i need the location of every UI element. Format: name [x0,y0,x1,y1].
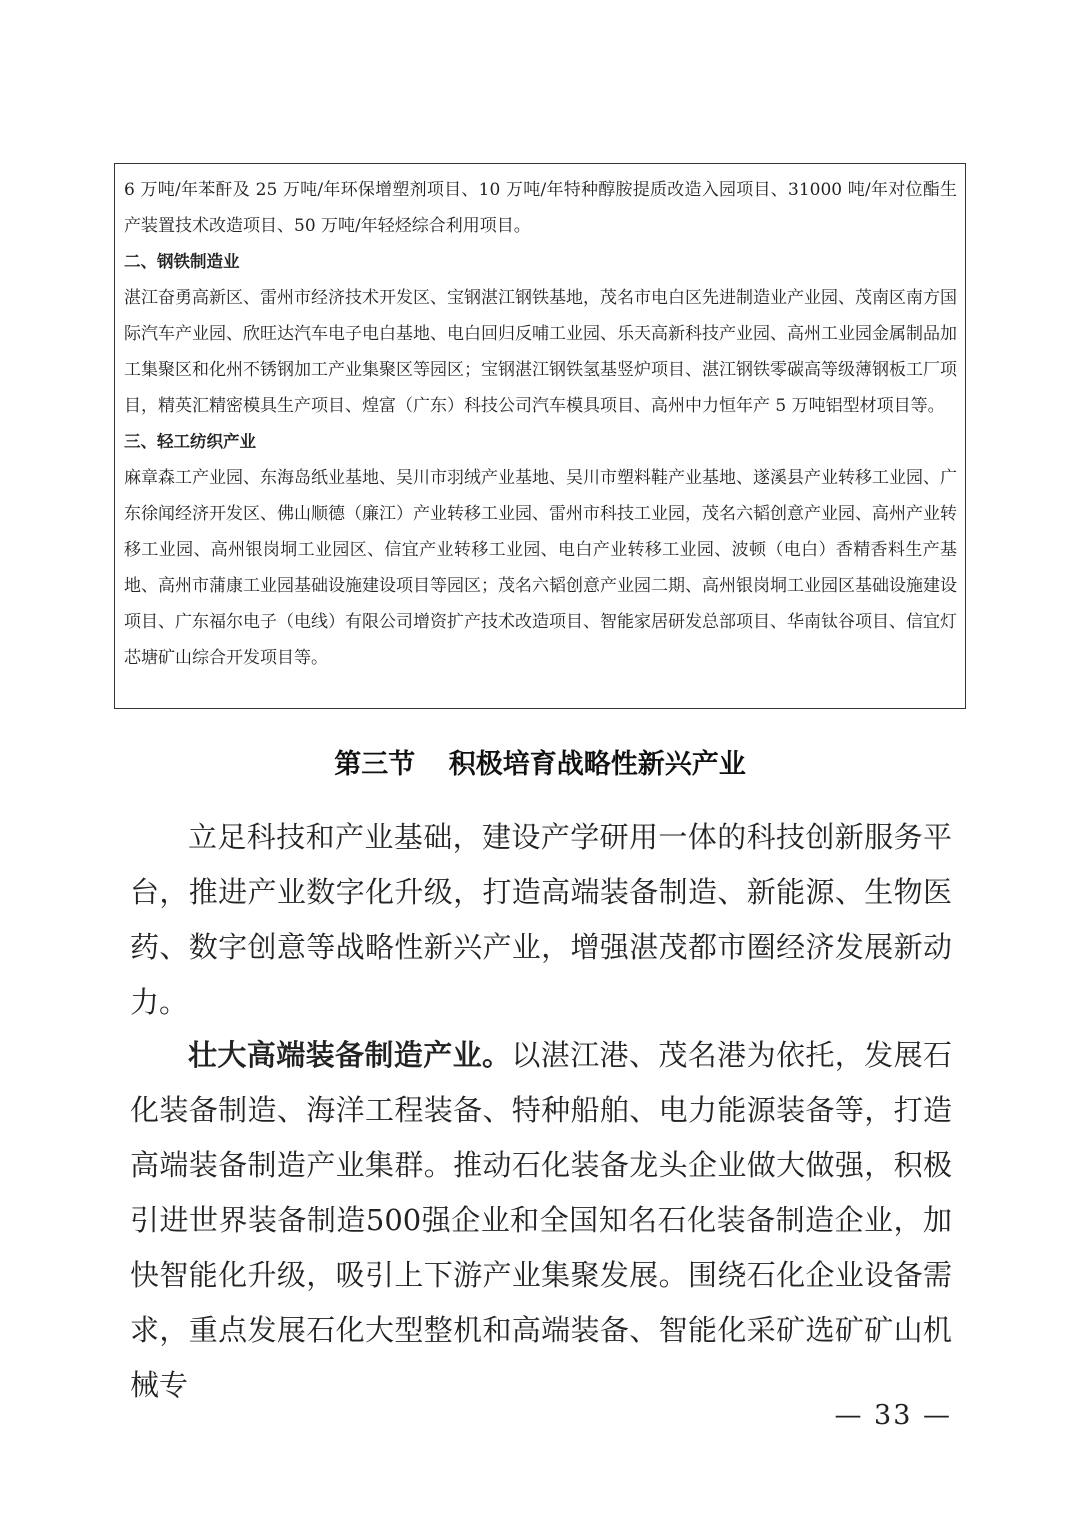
textile-text: 麻章森工产业园、东海岛纸业基地、吴川市羽绒产业基地、吴川市塑料鞋产业基地、遂溪县产业转移工业园、广东徐闻经济开发区、佛山顺德（廉江）产业转移工业园、雷州市科技工业园，茂名六韬创意产业园、高州产业转移工业园、高州银岗垌工业园区、信宜产业转移工业园、电白产业转移工业园、波顿（电白）香精香料生产基地、高州市蒲康工业园基础设施建设项目等园区；茂名六韬创意产业园二期、高州银岗垌工业园区基础设施建设项目、广东福尔电子（电线）有限公司增资扩产技术改造项目、智能家居研发总部项目、华南钛谷项目、信宜灯芯塘矿山综合开发项目等。 [124,468,957,668]
steel-heading: 二、钢铁制造业 [124,252,240,271]
textile-heading: 三、轻工纺织产业 [124,432,256,451]
steel-text: 湛江奋勇高新区、雷州市经济技术开发区、宝钢湛江钢铁基地，茂名市电白区先进制造业产业园、茂南区南方国际汽车产业园、欣旺达汽车电子电白基地、电白回归反哺工业园、乐天高新科技产业园、高州工业园金属制品加工集聚区和化州不锈钢加工产业集聚区等园区；宝钢湛江钢铁氢基竖炉项目、湛江钢铁零碳高等级薄钢板工厂项目，精英汇精密模具生产项目、煌富（广东）科技公司汽车模具项目、高州中力恒年产 5 万吨铝型材项目等。 [124,288,957,416]
box-intro-text: 6 万吨/年苯酐及 25 万吨/年环保增塑剂项目、10 万吨/年特种醇胺提质改造入园项目、31000 吨/年对位酯生产装置技术改造项目、50 万吨/年轻烃综合利用项目。 [124,180,957,236]
project-list-box [114,163,966,709]
page-number: — 33 — [834,1400,952,1431]
paragraph-intro: 立足科技和产业基础，建设产学研用一体的科技创新服务平台，推进产业数字化升级，打造高端装备制造、新能源、生物医药、数字创意等战略性新兴产业，增强湛茂都市圈经济发展新动力。 [130,820,952,1019]
section-title: 第三节 积极培育战略性新兴产业 [334,749,746,780]
paragraph-lead: 壮大高端装备制造产业。 [188,1038,512,1072]
paragraph-equipment-text: 以湛江港、茂名港为依托，发展石化装备制造、海洋工程装备、特种船舶、电力能源装备等，打造高端装备制造产业集群。推动石化装备龙头企业做大做强，积极引进世界装备制造500强企业和全国知名石化装备制造企业，加快智能化升级，吸引上下游产业集聚发展。围绕石化企业设备需求，重点发展石化大型整机和高端装备、智能化采矿选矿矿山机械专 [130,1038,952,1402]
paragraph-equipment [130,1028,952,1413]
